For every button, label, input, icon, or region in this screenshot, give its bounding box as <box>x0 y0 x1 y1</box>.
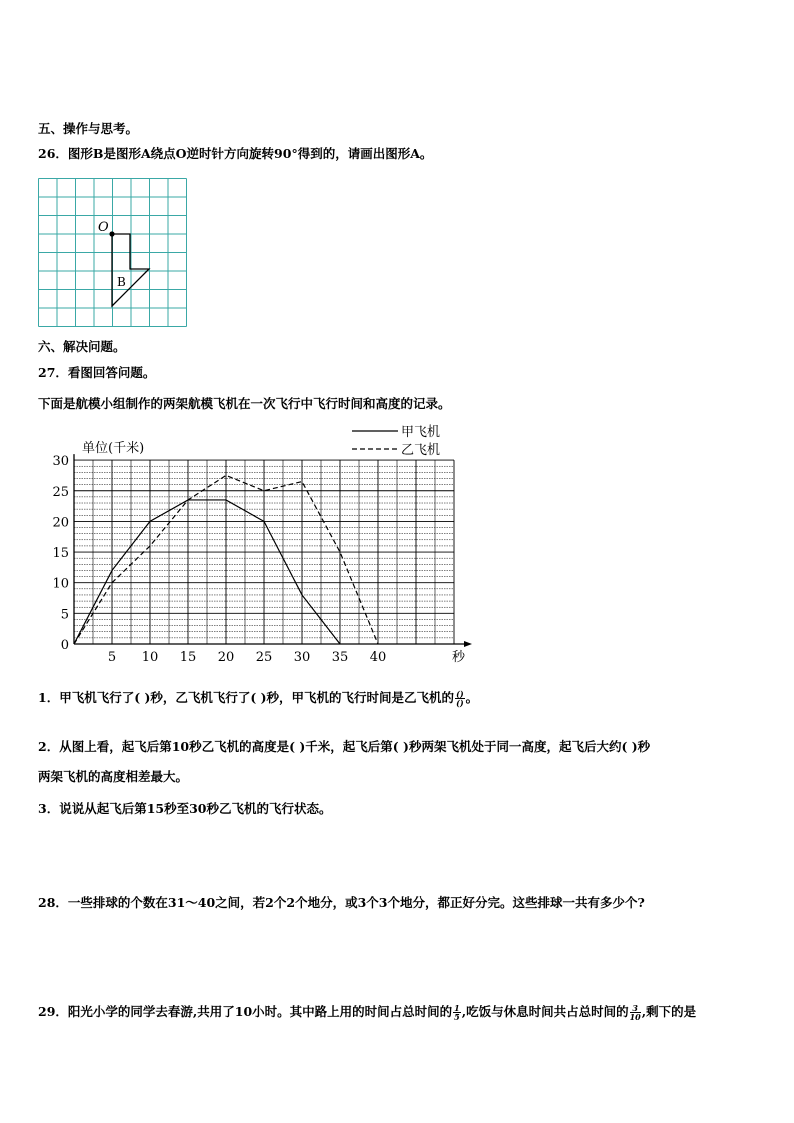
origin-label: 0 <box>60 638 69 653</box>
question-27-sub2-line2: 两架飞机的高度相差最大。 <box>38 769 189 784</box>
sub1-text: 1．甲飞机飞行了( )秒，乙飞机飞行了( )秒，甲飞机的飞行时间是乙飞机的 <box>38 690 455 705</box>
question-26-text: 26．图形B是图形A绕点O逆时针方向旋转90°得到的，请画出图形A。 <box>38 146 433 161</box>
x-tick-label: 25 <box>255 650 273 665</box>
sub1-end: 。 <box>465 690 479 705</box>
y-tick-label: 15 <box>52 546 69 562</box>
q29-frac2-den: 10 <box>629 1012 641 1022</box>
shape-b-label: B <box>117 275 126 289</box>
question-27-title: 27．看图回答问题。 <box>38 365 156 380</box>
question-27-sub1 <box>38 690 478 707</box>
legend-label: 甲飞机 <box>401 425 441 440</box>
question-29-text <box>38 1004 696 1021</box>
sub1-frac-num: () <box>456 689 464 699</box>
x-tick-label: 15 <box>179 650 197 665</box>
y-tick-label: 30 <box>52 454 69 470</box>
x-tick-label: 5 <box>107 650 117 665</box>
sub1-frac-den: () <box>456 698 464 708</box>
q29-fraction-1 <box>453 1004 461 1021</box>
q29-part-c: ,剩下的是 <box>641 1004 697 1019</box>
y-tick-label: 5 <box>60 607 69 623</box>
q29-part-b: ,吃饭与休息时间共占总时间的 <box>461 1004 629 1019</box>
x-axis-label: 秒 <box>452 650 466 665</box>
q29-frac1-num: 1 <box>454 1003 460 1013</box>
question-28-text: 28．一些排球的个数在31～40之间，若2个2个地分，或3个3个地分，都正好分完。这些排球一共有多少个? <box>38 895 645 910</box>
legend-label: 乙飞机 <box>401 443 441 458</box>
section-5-heading: 五、操作与思考。 <box>38 121 139 136</box>
point-o <box>109 231 114 236</box>
q29-fraction-2 <box>630 1004 641 1021</box>
x-tick-label: 20 <box>217 650 235 665</box>
question-27-intro: 下面是航模小组制作的两架航模飞机在一次飞行中飞行时间和高度的记录。 <box>38 396 451 411</box>
y-tick-label: 10 <box>52 576 69 592</box>
point-o-label: O <box>98 220 109 235</box>
sub1-fraction <box>455 690 465 707</box>
q29-frac2-num: 3 <box>630 1004 641 1013</box>
q29-frac1-den: 5 <box>454 1012 460 1022</box>
x-tick-label: 40 <box>369 650 387 665</box>
y-axis-label: 单位(千米) <box>82 441 145 457</box>
question-27-sub3: 3．说说从起飞后第15秒至30秒乙飞机的飞行状态。 <box>38 801 332 816</box>
section-6-heading: 六、解决问题。 <box>38 339 126 354</box>
x-tick-label: 10 <box>141 650 159 665</box>
question-27-sub2-line1: 2．从图上看，起飞后第10秒乙飞机的高度是( )千米，起飞后第( )秒两架飞机处于同一高度，起飞后大约( )秒 <box>38 739 651 754</box>
rotation-grid <box>38 178 187 327</box>
x-tick-label: 35 <box>331 650 349 665</box>
q29-part-a: 29．阳光小学的同学去春游,共用了10小时。其中路上用的时间占总时间的 <box>38 1004 453 1019</box>
y-tick-label: 25 <box>52 484 69 500</box>
flight-chart <box>40 418 490 666</box>
y-tick-label: 20 <box>52 515 69 531</box>
x-tick-label: 30 <box>293 650 311 665</box>
x-axis-arrow <box>464 641 472 647</box>
